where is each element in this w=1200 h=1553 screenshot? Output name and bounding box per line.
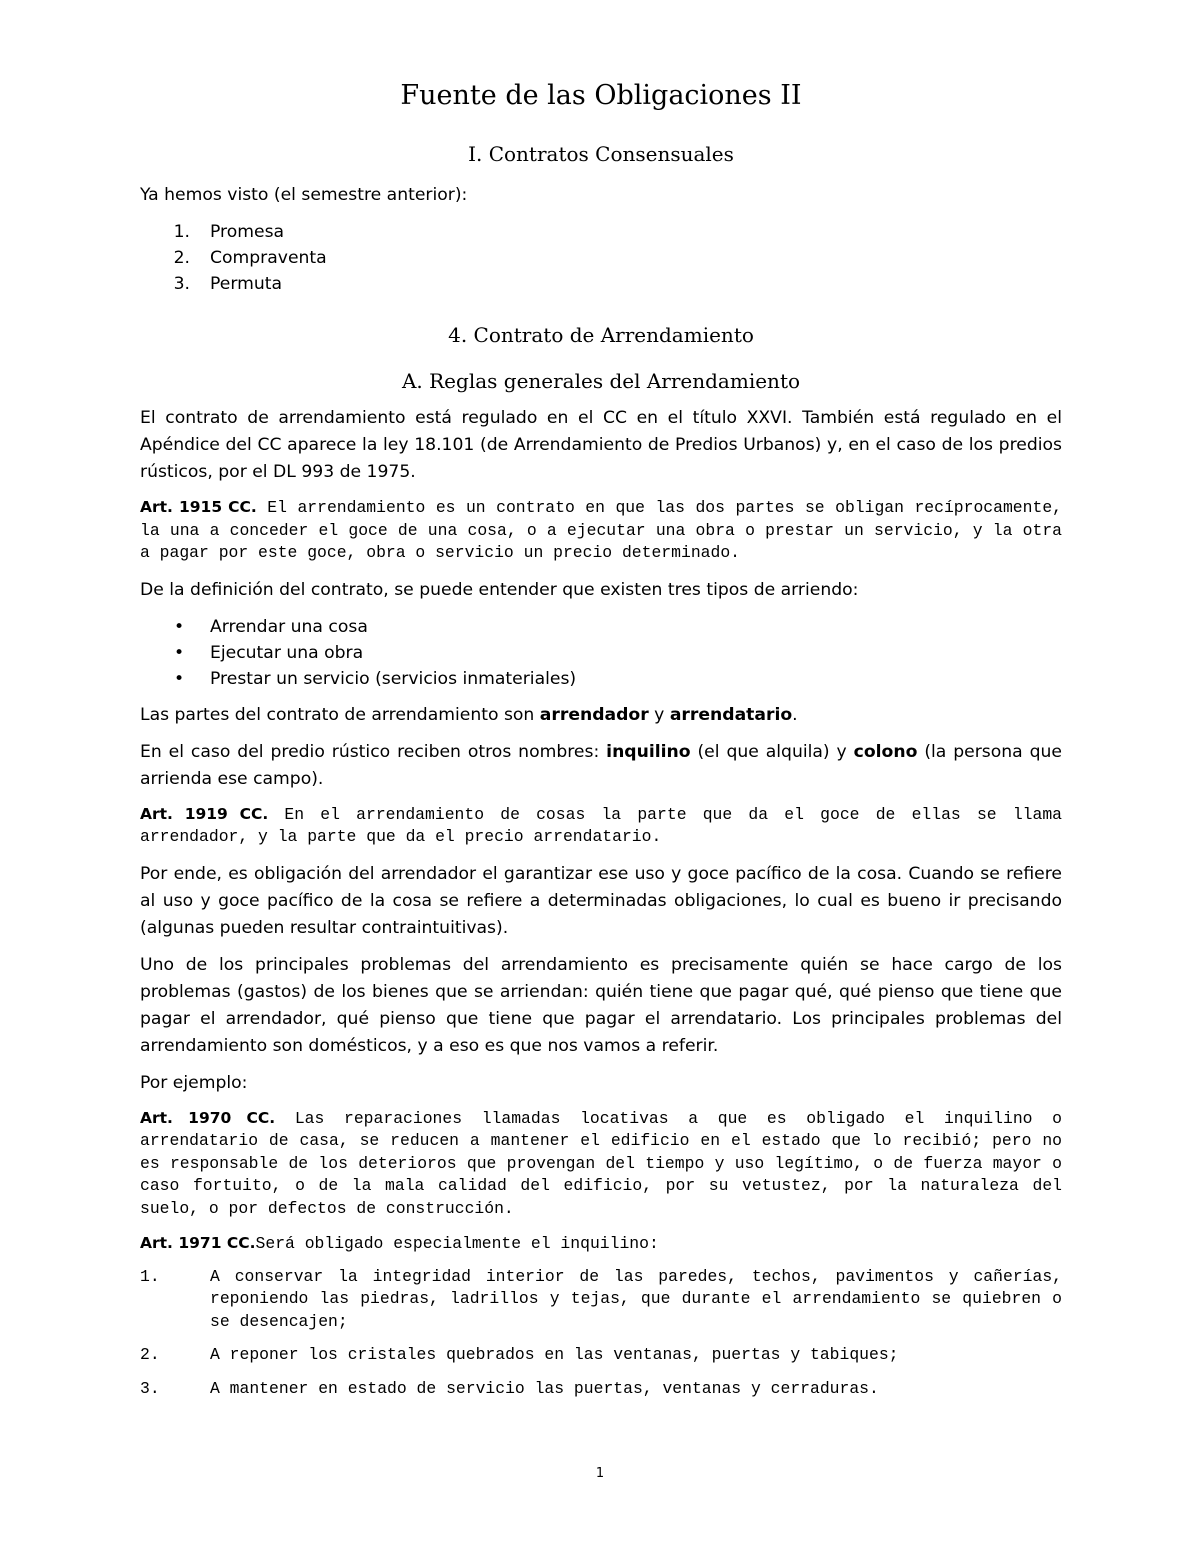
paragraph-ejemplo: Por ejemplo: bbox=[140, 1072, 248, 1093]
article-1915: Art. 1915 CC. El arrendamiento es un contrato en que las dos partes se obligan recíprocamente, la una a conceder el goce de una cosa, o a ejecutar una obra o prestar un servicio, y la otra a pagar por este goce, obra o servicio un precio determinado. bbox=[140, 498, 1062, 562]
contract-list bbox=[140, 219, 1062, 297]
paragraph-regulado: El contrato de arrendamiento está regulado en el CC en el título XXVI. También está regulado en el Apéndice del CC aparece la ley 18.101 (de Arrendamiento de Predios Urbanos) y, en el caso de los predios rústicos, por el DL 993 de 1975. bbox=[140, 408, 1062, 482]
paragraph-definicion: De la definición del contrato, se puede entender que existen tres tipos de arriendo: bbox=[140, 579, 859, 600]
subsection-heading-reglas: A. Reglas generales del Arrendamiento bbox=[401, 369, 801, 393]
intro-paragraph: Ya hemos visto (el semestre anterior): bbox=[140, 185, 468, 205]
article-ref: Art. 1915 CC. bbox=[140, 498, 257, 516]
list-item: 2. Compraventa bbox=[173, 248, 327, 268]
list-item: • Arrendar una cosa bbox=[140, 614, 1062, 640]
paragraph-problemas: Uno de los principales problemas del arrendamiento es precisamente quién se hace cargo de los problemas (gastos) de los bienes que se arriendan: quién tiene que pagar qué, qué pienso que tiene que pagar el arrendador, qué pienso que tiene que pagar el arrendatario. Los principales problemas del arrendamiento son domésticos, y a eso es que nos vamos a referir. bbox=[140, 954, 1062, 1056]
article-1919: Art. 1919 CC. En el arrendamiento de cosas la parte que da el goce de ellas se llama arrendador, y la parte que da el precio arrendatario. bbox=[140, 804, 1062, 846]
list-item: 3. A mantener en estado de servicio las puertas, ventanas y cerraduras. bbox=[140, 1378, 879, 1398]
paragraph-partes: Las partes del contrato de arrendamiento son arrendador y arrendatario. bbox=[140, 704, 798, 725]
section-heading-contratos-consensuales: I. Contratos Consensuales bbox=[468, 142, 734, 166]
list-item: 1. A conservar la integridad interior de las paredes, techos, pavimentos y cañerías, reponiendo las piedras, ladrillos y tejas, que durante el arrendamiento se quiebren o se desencajen; bbox=[140, 1266, 1062, 1331]
article-ref: Art. 1970 CC. bbox=[140, 1108, 276, 1127]
list-item: 2. A reponer los cristales quebrados en las ventanas, puertas y tabiques; bbox=[140, 1345, 899, 1364]
list-item: • Prestar un servicio (servicios inmateriales) bbox=[140, 666, 1062, 692]
bullet-icon: • bbox=[174, 642, 185, 663]
document-title: Fuente de las Obligaciones II bbox=[400, 80, 802, 111]
article-ref: Art. 1971 CC. bbox=[140, 1234, 256, 1252]
page-content bbox=[140, 78, 1062, 1400]
article-ref: Art. 1919 CC. bbox=[140, 804, 269, 823]
page-number: 1 bbox=[595, 1466, 605, 1481]
list-item: • Ejecutar una obra bbox=[140, 640, 1062, 666]
tipos-list bbox=[140, 614, 1062, 692]
list-item: 1. Promesa bbox=[173, 222, 285, 242]
bullet-icon: • bbox=[174, 668, 185, 689]
paragraph-porende: Por ende, es obligación del arrendador el garantizar ese uso y goce pacífico de la cosa. Cuando se refiere al uso y goce pacífico de la cosa se refiere a determinadas obligaciones, lo cual es bueno ir precisando (algunas pueden resultar contraintuitivas). bbox=[140, 863, 1062, 938]
paragraph-rustico: En el caso del predio rústico reciben otros nombres: inquilino (el que alquila) y colono (la persona que arrienda ese campo). bbox=[140, 741, 1062, 789]
article-1971: Art. 1971 CC.Será obligado especialmente el inquilino: bbox=[140, 1234, 659, 1253]
section-heading-arrendamiento: 4. Contrato de Arrendamiento bbox=[448, 323, 754, 347]
list-item: 3. Permuta bbox=[173, 274, 282, 294]
article-1971-list bbox=[140, 1266, 1062, 1401]
article-1970: Art. 1970 CC. Las reparaciones llamadas locativas a que es obligado el inquilino o arrendatario de casa, se reducen a mantener el edificio en el estado que lo recibió; pero no es responsable de los deterioros que provengan del tiempo y uso legítimo, o de fuerza mayor o caso fortuito, o de la mala calidad del edificio, por su vetustez, por la naturaleza del suelo, o por defectos de construcción. bbox=[140, 1108, 1062, 1218]
bullet-icon: • bbox=[174, 616, 185, 637]
